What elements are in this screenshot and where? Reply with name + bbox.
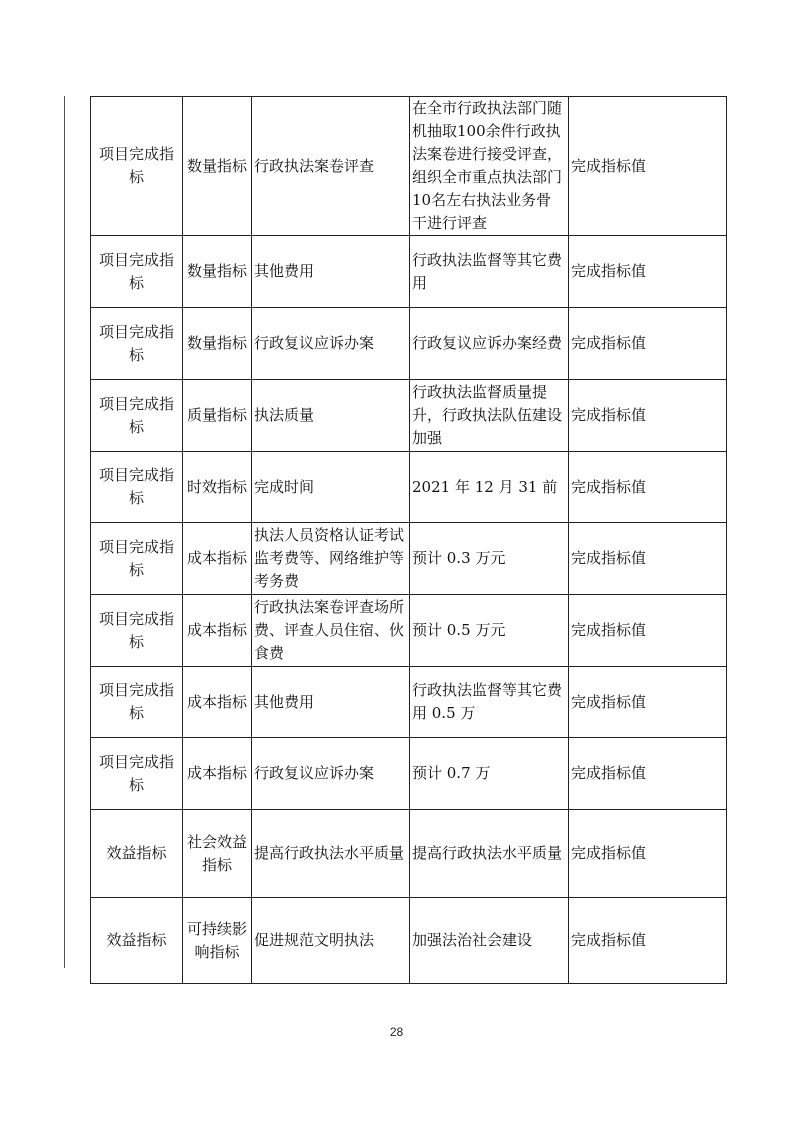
indicator-cell: 其他费用: [252, 667, 410, 738]
result-cell: 完成指标值: [569, 97, 727, 236]
result-cell: 完成指标值: [569, 898, 727, 984]
subcategory-cell: 时效指标: [183, 452, 252, 523]
subcategory-cell: 数量指标: [183, 236, 252, 308]
indicator-cell: 提高行政执法水平质量: [252, 810, 410, 898]
category-cell: 项目完成指标: [91, 523, 183, 595]
value-cell: 预计 0.5 万元: [410, 595, 569, 667]
subcategory-cell: 成本指标: [183, 667, 252, 738]
subcategory-cell: 数量指标: [183, 308, 252, 380]
category-cell: 项目完成指标: [91, 738, 183, 810]
indicator-cell: 行政执法案卷评查场所费、评查人员住宿、伙食费: [252, 595, 410, 667]
value-cell: 预计 0.3 万元: [410, 523, 569, 595]
category-cell: 效益指标: [91, 810, 183, 898]
result-cell: 完成指标值: [569, 523, 727, 595]
table-row: [91, 308, 727, 380]
result-cell: 完成指标值: [569, 452, 727, 523]
table-row: [91, 236, 727, 308]
indicator-cell: 其他费用: [252, 236, 410, 308]
page-number: 28: [389, 1025, 404, 1039]
table-row: [91, 667, 727, 738]
indicator-cell: 行政执法案卷评查: [252, 97, 410, 236]
category-cell: 项目完成指标: [91, 380, 183, 452]
table-row: [91, 810, 727, 898]
table-row: [91, 898, 727, 984]
category-cell: 项目完成指标: [91, 452, 183, 523]
indicator-cell: 促进规范文明执法: [252, 898, 410, 984]
indicator-cell: 完成时间: [252, 452, 410, 523]
indicator-cell: 行政复议应诉办案: [252, 738, 410, 810]
value-cell: 行政执法监督等其它费用 0.5 万: [410, 667, 569, 738]
value-cell: 在全市行政执法部门随机抽取100余件行政执法案卷进行接受评查，组织全市重点执法部门10名左右执法业务骨干进行评查: [410, 97, 569, 236]
table-row: [91, 738, 727, 810]
subcategory-cell: 质量指标: [183, 380, 252, 452]
value-cell: 2021 年 12 月 31 前: [410, 452, 569, 523]
category-cell: 效益指标: [91, 898, 183, 984]
value-cell: 行政执法监督质量提升，行政执法队伍建设加强: [410, 380, 569, 452]
category-cell: 项目完成指标: [91, 97, 183, 236]
result-cell: 完成指标值: [569, 667, 727, 738]
left-margin-rule: [64, 96, 65, 968]
result-cell: 完成指标值: [569, 595, 727, 667]
category-cell: 项目完成指标: [91, 595, 183, 667]
category-cell: 项目完成指标: [91, 308, 183, 380]
subcategory-cell: 数量指标: [183, 97, 252, 236]
result-cell: 完成指标值: [569, 810, 727, 898]
table-row: [91, 452, 727, 523]
value-cell: 预计 0.7 万: [410, 738, 569, 810]
table-row: [91, 97, 727, 236]
table-row: [91, 523, 727, 595]
category-cell: 项目完成指标: [91, 236, 183, 308]
subcategory-cell: 成本指标: [183, 523, 252, 595]
result-cell: 完成指标值: [569, 308, 727, 380]
performance-indicator-table: [90, 96, 727, 984]
result-cell: 完成指标值: [569, 236, 727, 308]
value-cell: 提高行政执法水平质量: [410, 810, 569, 898]
result-cell: 完成指标值: [569, 738, 727, 810]
indicator-cell: 行政复议应诉办案: [252, 308, 410, 380]
table-row: [91, 380, 727, 452]
value-cell: 行政复议应诉办案经费: [410, 308, 569, 380]
subcategory-cell: 成本指标: [183, 738, 252, 810]
subcategory-cell: 成本指标: [183, 595, 252, 667]
table-row: [91, 595, 727, 667]
indicator-cell: 执法质量: [252, 380, 410, 452]
value-cell: 加强法治社会建设: [410, 898, 569, 984]
category-cell: 项目完成指标: [91, 667, 183, 738]
result-cell: 完成指标值: [569, 380, 727, 452]
indicator-cell: 执法人员资格认证考试监考费等、网络维护等考务费: [252, 523, 410, 595]
subcategory-cell: 可持续影响指标: [183, 898, 252, 984]
value-cell: 行政执法监督等其它费用: [410, 236, 569, 308]
subcategory-cell: 社会效益指标: [183, 810, 252, 898]
